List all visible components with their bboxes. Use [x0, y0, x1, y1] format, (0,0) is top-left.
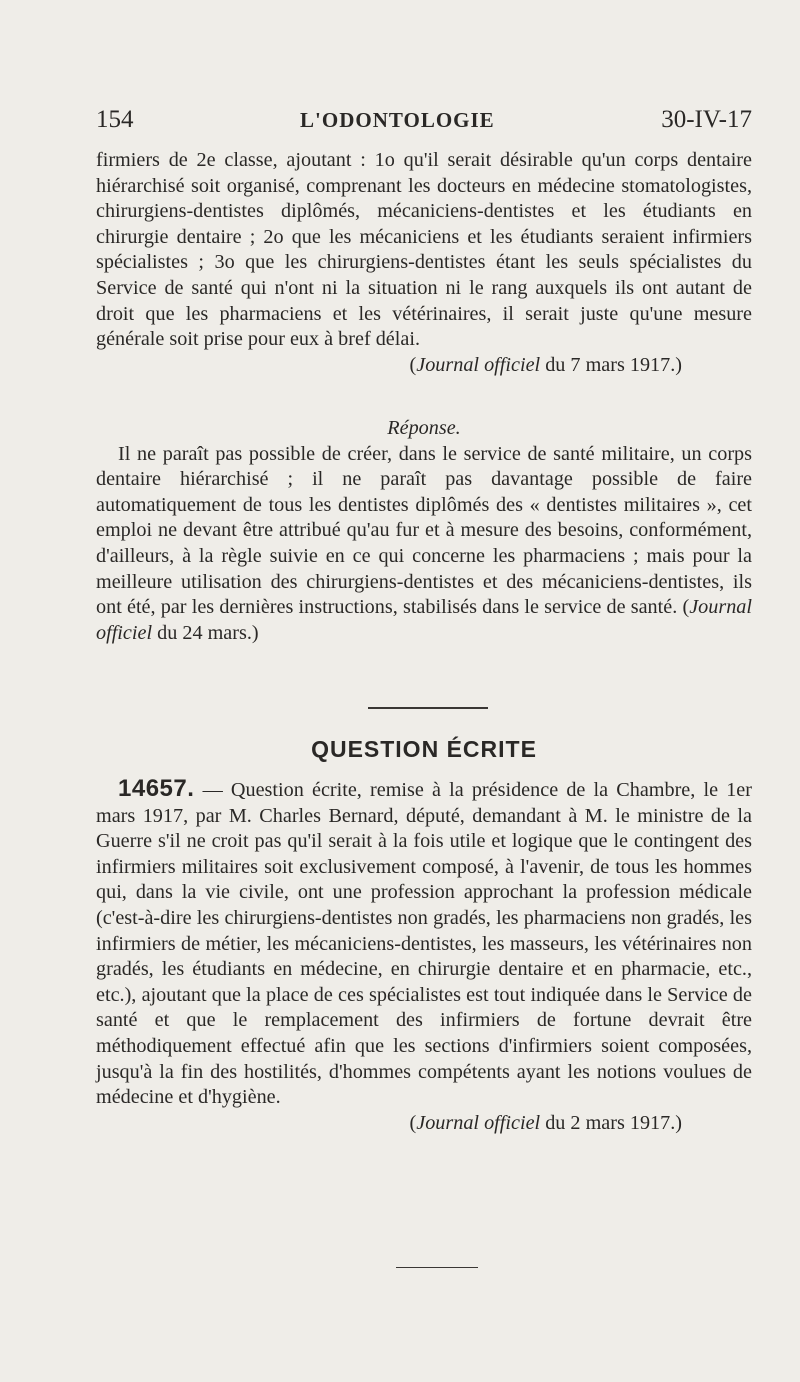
journal-title: L'ODONTOLOGIE — [300, 108, 495, 132]
section-divider — [368, 707, 488, 709]
continued-source: (Journal officiel du 7 mars 1917.) — [409, 353, 682, 376]
question-paragraph: 14657. — Question écrite, remise à la présidence de la Chambre, le 1er mars 1917, par M. Charles Bernard, député, demandant à M. le ministre de la Guerre s'il ne croit pas qu'il serait à la fois utile et logique que le contingent des infirmiers militaires soit exclusivement composé, à l'avenir, de tous les hommes qui, dans la vie civile, ont une profession approchant la profession médicale (c'est-à-dire les chirurgiens-dentistes non gradés, les pharmaciens non gradés, les infirmiers de métier, les mécaniciens-dentistes, les masseurs, les vétérinaires non gradés, les étudiants en médecine, en chirurgie dentaire et en pharmacie, etc., etc.), ajoutant que la place de ces spécialistes est tout indiquée dans le Service de santé et que le remplacement des infirmiers de fortune devrait être méthodiquement effectué afin que les sections d'infirmiers soient composées, jusqu'à la fin des hostilités, d'hommes compétents ayant les notions voulues de médecine et d'hygiène. — [96, 775, 752, 1109]
question-block — [96, 776, 752, 1136]
page-number: 154 — [96, 106, 134, 133]
continued-paragraph: firmiers de 2e classe, ajoutant : 1o qu'il serait désirable qu'un corps dentaire hiérarchisé soit organisé, comprenant les docteurs en médecine stomatologistes, chirurgiens-dentistes diplômés, mécaniciens-dentistes et les étudiants en chirurgie dentaire ; 2o que les mécaniciens et les étudiants seraient infirmiers spécialistes ; 3o que les chirurgiens-dentistes étant les seuls spécialistes du Service de santé qui n'ont ni la situation ni le rang auxquels ils ont autant de droit que les pharmaciens et les vétérinaires, il serait juste qu'une mesure générale soit prise pour eux à bref délai. — [96, 149, 752, 351]
end-divider — [396, 1267, 478, 1268]
reponse-heading: Réponse. — [387, 417, 461, 439]
section-title: QUESTION ÉCRITE — [311, 736, 537, 762]
running-header — [96, 106, 752, 134]
question-number: 14657. — [118, 775, 195, 802]
continued-question — [96, 148, 752, 378]
question-source: (Journal officiel du 2 mars 1917.) — [409, 1111, 682, 1134]
reponse-block — [96, 416, 752, 646]
issue-date: 30-IV-17 — [661, 106, 752, 133]
reponse-paragraph: Il ne paraît pas possible de créer, dans le service de santé militaire, un corps dentaire hiérarchisé ; il ne paraît pas davantage possible de faire automatiquement de tous les dentistes diplômés des « dentistes militaires », cet emploi ne devant être attribué qu'au fur et à mesure des besoins, conformément, d'ailleurs, à la règle suivie en ce qui concerne les pharmaciens ; mais pour la meilleure utilisation des chirurgiens-dentistes et des mécaniciens-dentistes, ils ont été, par les dernières instructions, stabilisés dans le service de santé. (Journal officiel du 24 mars.) — [96, 442, 752, 644]
